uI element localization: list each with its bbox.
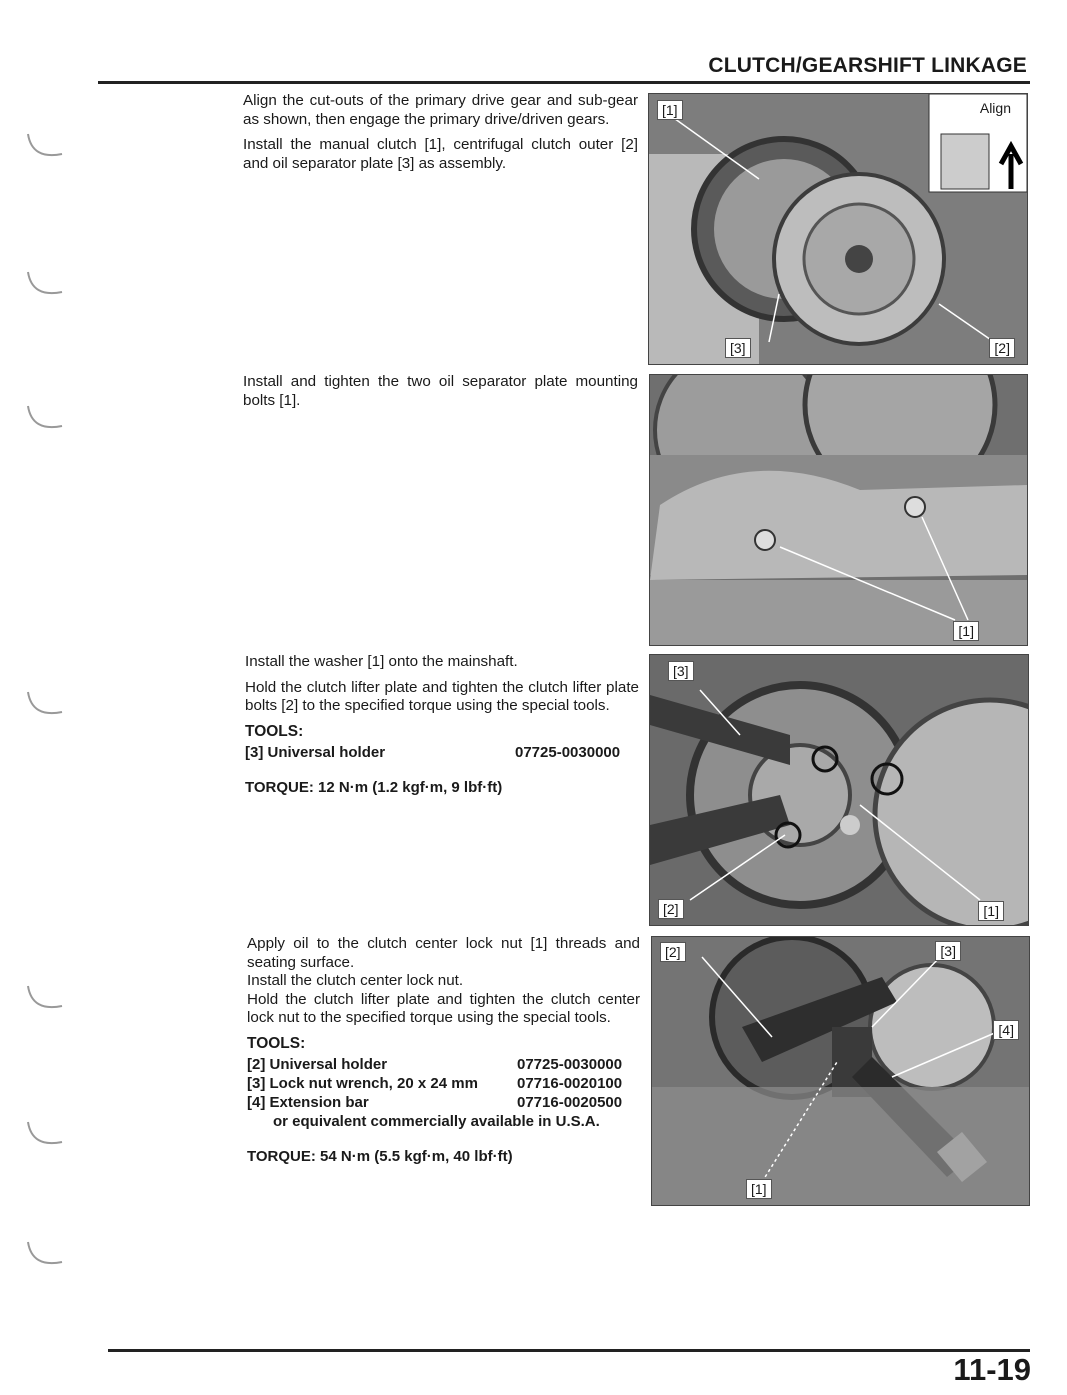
tool-name: [3] Universal holder bbox=[245, 744, 386, 761]
step2-para1: Install and tighten the two oil separator plate mounting bolts [1]. bbox=[243, 373, 638, 409]
callout-3: [3] bbox=[725, 338, 751, 358]
callout-2: [2] bbox=[658, 899, 684, 919]
step3-text bbox=[245, 653, 639, 798]
torque-spec: TORQUE: 12 N·m (1.2 kgf·m, 9 lbf·ft) bbox=[245, 779, 503, 796]
step2-photo bbox=[649, 374, 1028, 646]
footer-rule bbox=[108, 1349, 1030, 1352]
header-rule bbox=[98, 81, 1030, 84]
callout-align: Align bbox=[979, 100, 1011, 116]
binder-mark-icon bbox=[22, 130, 66, 164]
step1-para1: Align the cut-outs of the primary drive gear and sub-gear as shown, then engage the primary drive/driven gears. bbox=[243, 92, 638, 128]
callout-1: [1] bbox=[978, 901, 1004, 921]
step2-text bbox=[243, 373, 638, 417]
binder-mark-icon bbox=[22, 402, 66, 436]
callout-1: [1] bbox=[746, 1179, 772, 1199]
tool-number: 07716-0020500 bbox=[517, 1094, 623, 1111]
callout-1: [1] bbox=[953, 621, 979, 641]
callout-1: [1] bbox=[657, 100, 683, 120]
tool-name: [3] Lock nut wrench, 20 x 24 mm bbox=[247, 1075, 478, 1092]
binder-mark-icon bbox=[22, 1238, 66, 1272]
callout-3: [3] bbox=[668, 661, 694, 681]
callout-4: [4] bbox=[993, 1020, 1019, 1040]
tool-name: [2] Universal holder bbox=[247, 1056, 388, 1073]
tool-row bbox=[245, 743, 639, 762]
binder-mark-icon bbox=[22, 688, 66, 722]
step3-para2: Hold the clutch lifter plate and tighten the clutch lifter plate bolts [2] to the specified torque using the special tools. bbox=[245, 678, 639, 714]
step4-text bbox=[247, 935, 640, 1167]
section-title: CLUTCH/GEARSHIFT LINKAGE bbox=[708, 54, 1027, 77]
tool-name: [4] Extension bar bbox=[247, 1094, 369, 1111]
tools-heading: TOOLS: bbox=[247, 1034, 306, 1052]
torque-spec: TORQUE: 54 N·m (5.5 kgf·m, 40 lbf·ft) bbox=[247, 1148, 513, 1165]
page-number: 11-19 bbox=[953, 1352, 1031, 1387]
tools-heading: TOOLS: bbox=[245, 722, 304, 740]
callout-3: [3] bbox=[935, 941, 961, 961]
tool-row bbox=[247, 1055, 640, 1074]
binder-mark-icon bbox=[22, 1118, 66, 1152]
tool-row bbox=[247, 1093, 640, 1112]
step1-text bbox=[243, 92, 638, 180]
callout-2: [2] bbox=[989, 338, 1015, 358]
callout-2: [2] bbox=[660, 942, 686, 962]
binder-mark-icon bbox=[22, 268, 66, 302]
step3-para1: Install the washer [1] onto the mainshaft. bbox=[245, 653, 518, 670]
step1-para2: Install the manual clutch [1], centrifugal clutch outer [2] and oil separator plate [3] as assembly. bbox=[243, 136, 638, 172]
step4-para1: Apply oil to the clutch center lock nut [1] threads and seating surface. bbox=[247, 935, 640, 971]
step4-photo bbox=[651, 936, 1030, 1206]
tool-row bbox=[247, 1074, 640, 1093]
step4-para3: Hold the clutch lifter plate and tighten the clutch center lock nut to the specified torque using the special tools. bbox=[247, 990, 640, 1026]
step3-photo bbox=[649, 654, 1029, 926]
step1-photo bbox=[648, 93, 1028, 365]
tool-number: 07725-0030000 bbox=[517, 1056, 623, 1073]
tool-number: 07725-0030000 bbox=[515, 744, 621, 761]
tools-note: or equivalent commercially available in U.S.A. bbox=[273, 1113, 600, 1130]
binder-mark-icon bbox=[22, 982, 66, 1016]
tool-number: 07716-0020100 bbox=[517, 1075, 623, 1092]
step4-para2: Install the clutch center lock nut. bbox=[247, 972, 464, 989]
